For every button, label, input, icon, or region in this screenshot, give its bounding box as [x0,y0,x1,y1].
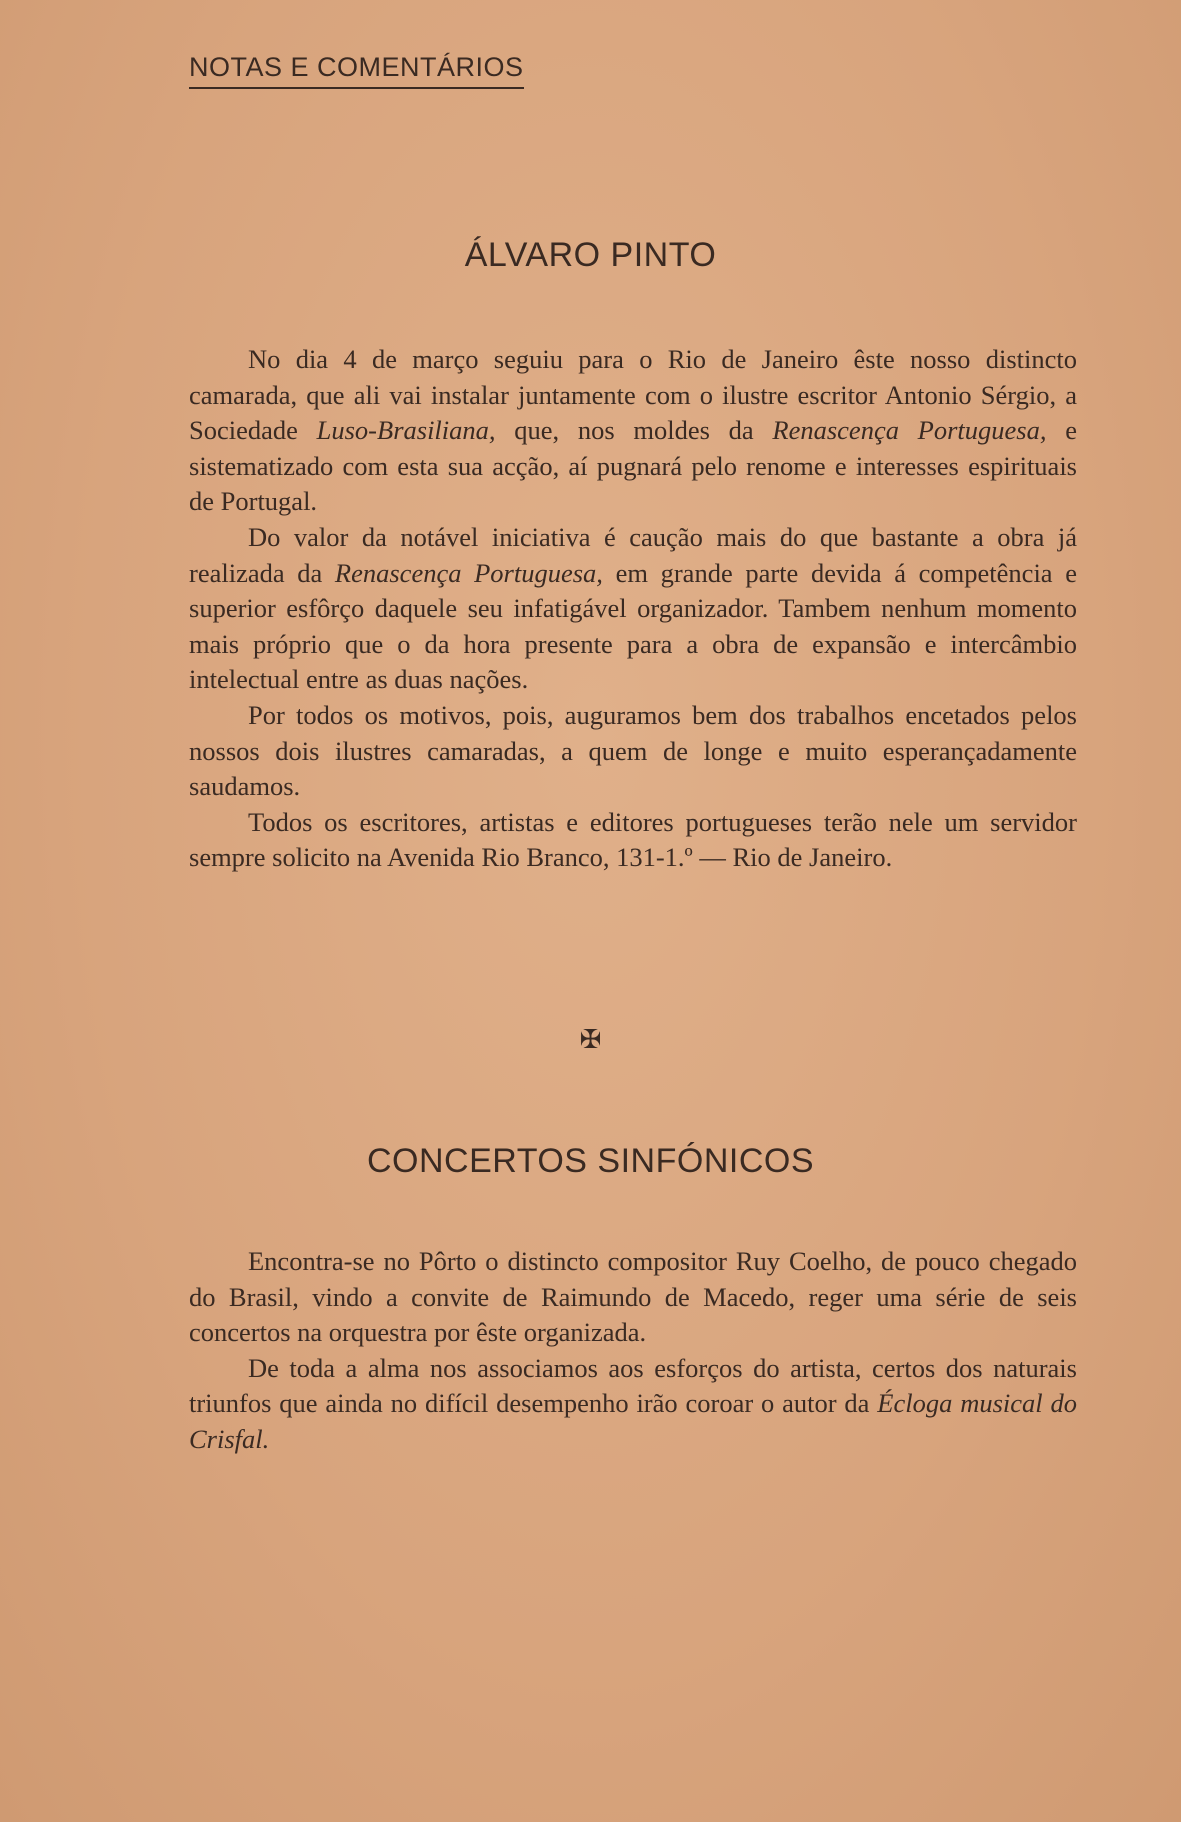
paragraph: Por todos os motivos, pois, auguramos bem dos trabalhos encetados pelos nossos dois ilustres camaradas, a quem de longe e muito esperançadamente saudamos. [189,699,1077,802]
paragraph: De toda a alma nos associamos aos esforços do artista, certos dos naturais triunfos que ainda no difícil desempenho irão coroar o autor da Écloga musical do Crisfal. [189,1352,1078,1454]
italic-title: Écloga musical do Crisfal. [189,1388,1078,1454]
article-title-alvaro-pinto: ÁLVARO PINTO [464,236,717,274]
article-title-concertos-sinfonicos: CONCERTOS SINFÓNICOS [366,1142,815,1180]
paragraph: No dia 4 de março seguiu para o Rio de Janeiro êste nosso distincto camarada, que ali vai instalar juntamente com o ilustre escritor Antonio Sérgio, a Sociedade Luso-Brasiliana, que, nos moldes da Renascença Portuguesa, e sistematizado com esta sua acção, aí pugnará pelo renome e interesses espirituais de Portugal. [189,344,1077,517]
paragraph: Encontra-se no Pôrto o distincto compositor Ruy Coelho, de pouco chegado do Brasil, vindo a convite de Raimundo de Macedo, reger uma série de seis concertos na orquestra por êste organizada. [189,1246,1077,1348]
italic-title: Luso-Brasiliana, [316,415,496,446]
article-body-alvaro-pinto [189,342,1077,876]
article-body-concertos-sinfonicos [189,1244,1077,1458]
section-divider-ornament: ✠ [579,1025,602,1055]
italic-title: Renascença Portuguesa, [772,415,1047,446]
italic-title: Renascença Portuguesa, [334,557,603,588]
running-head: NOTAS E COMENTÁRIOS [189,52,524,89]
paragraph: Todos os escritores, artistas e editores portugueses terão nele um servidor sempre solicito na Avenida Rio Branco, 131-1.º — Rio de Janeiro. [189,806,1077,873]
paragraph: Do valor da notável iniciativa é caução mais do que bastante a obra já realizada da Renascença Portuguesa, em grande parte devida á competência e superior esfôrço daquele seu infatigável organizador. Tambem nenhum momento mais próprio que o da hora presente para a obra de expansão e intercâmbio intelectual entre as duas nações. [189,521,1077,695]
